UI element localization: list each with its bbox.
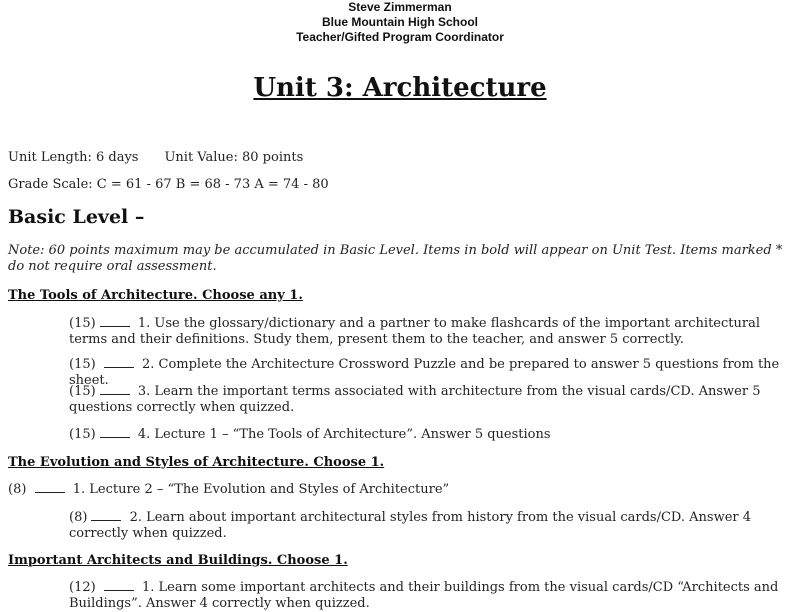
item-text: 3. Learn the important terms associated with architecture from the visual cards/CD. Answer 5 questions correctly when quizzed.: [69, 384, 761, 415]
answer-blank: [100, 316, 130, 327]
author-role: Teacher/Gifted Program Coordinator: [296, 30, 504, 44]
section-heading: The Evolution and Styles of Architecture. Choose 1.: [8, 455, 385, 470]
list-item: [69, 427, 794, 443]
section-heading: Important Architects and Buildings. Choose 1.: [8, 553, 348, 568]
section-heading: The Tools of Architecture. Choose any 1.: [8, 288, 303, 303]
list-item: [69, 316, 794, 348]
list-item: [69, 384, 794, 416]
answer-blank: [104, 357, 134, 368]
document-header: [0, 0, 800, 45]
unit-info: [8, 150, 303, 165]
item-text: 4. Lecture 1 – “The Tools of Architecture”. Answer 5 questions: [137, 427, 551, 442]
item-text: 1. Use the glossary/dictionary and a partner to make flashcards of the important architectural terms and their definitions. Study them, present them to the teacher, and answer 5 correctly.: [69, 316, 760, 347]
author-name: Steve Zimmerman: [348, 0, 452, 14]
unit-value: Unit Value: 80 points: [164, 150, 304, 165]
level-note: Note: 60 points maximum may be accumulated in Basic Level. Items in bold will appear on Unit Test. Items marked * do not require oral assessment.: [8, 243, 783, 274]
answer-blank: [91, 510, 121, 521]
answer-blank: [104, 580, 134, 591]
item-points: (15): [69, 316, 96, 331]
answer-blank: [100, 427, 130, 438]
level-heading: Basic Level –: [8, 206, 145, 228]
item-points: (15): [69, 384, 96, 399]
list-item: [8, 482, 733, 498]
item-points: (8): [8, 482, 27, 497]
grade-scale: Grade Scale: C = 61 - 67 B = 68 - 73 A = 74 - 80: [8, 177, 329, 192]
list-item: [69, 510, 794, 542]
item-points: (8): [69, 510, 88, 525]
unit-length: Unit Length: 6 days: [8, 150, 139, 165]
item-text: 1. Lecture 2 – “The Evolution and Styles of Architecture”: [72, 482, 450, 497]
item-text: 1. Learn some important architects and their buildings from the visual cards/CD “Architects and Buildings”. Answer 4 correctly when quizzed.: [69, 580, 779, 611]
school-name: Blue Mountain High School: [322, 15, 478, 29]
item-points: (15): [69, 357, 96, 372]
list-item: [69, 580, 794, 612]
item-text: 2. Learn about important architectural styles from history from the visual cards/CD. Answer 4 correctly when quizzed.: [69, 510, 752, 541]
answer-blank: [100, 384, 130, 395]
answer-blank: [35, 482, 65, 493]
item-points: (12): [69, 580, 96, 595]
item-text: 2. Complete the Architecture Crossword Puzzle and be prepared to answer 5 questions from the sheet.: [69, 357, 780, 388]
item-points: (15): [69, 427, 96, 442]
page-title: Unit 3: Architecture: [253, 73, 547, 103]
